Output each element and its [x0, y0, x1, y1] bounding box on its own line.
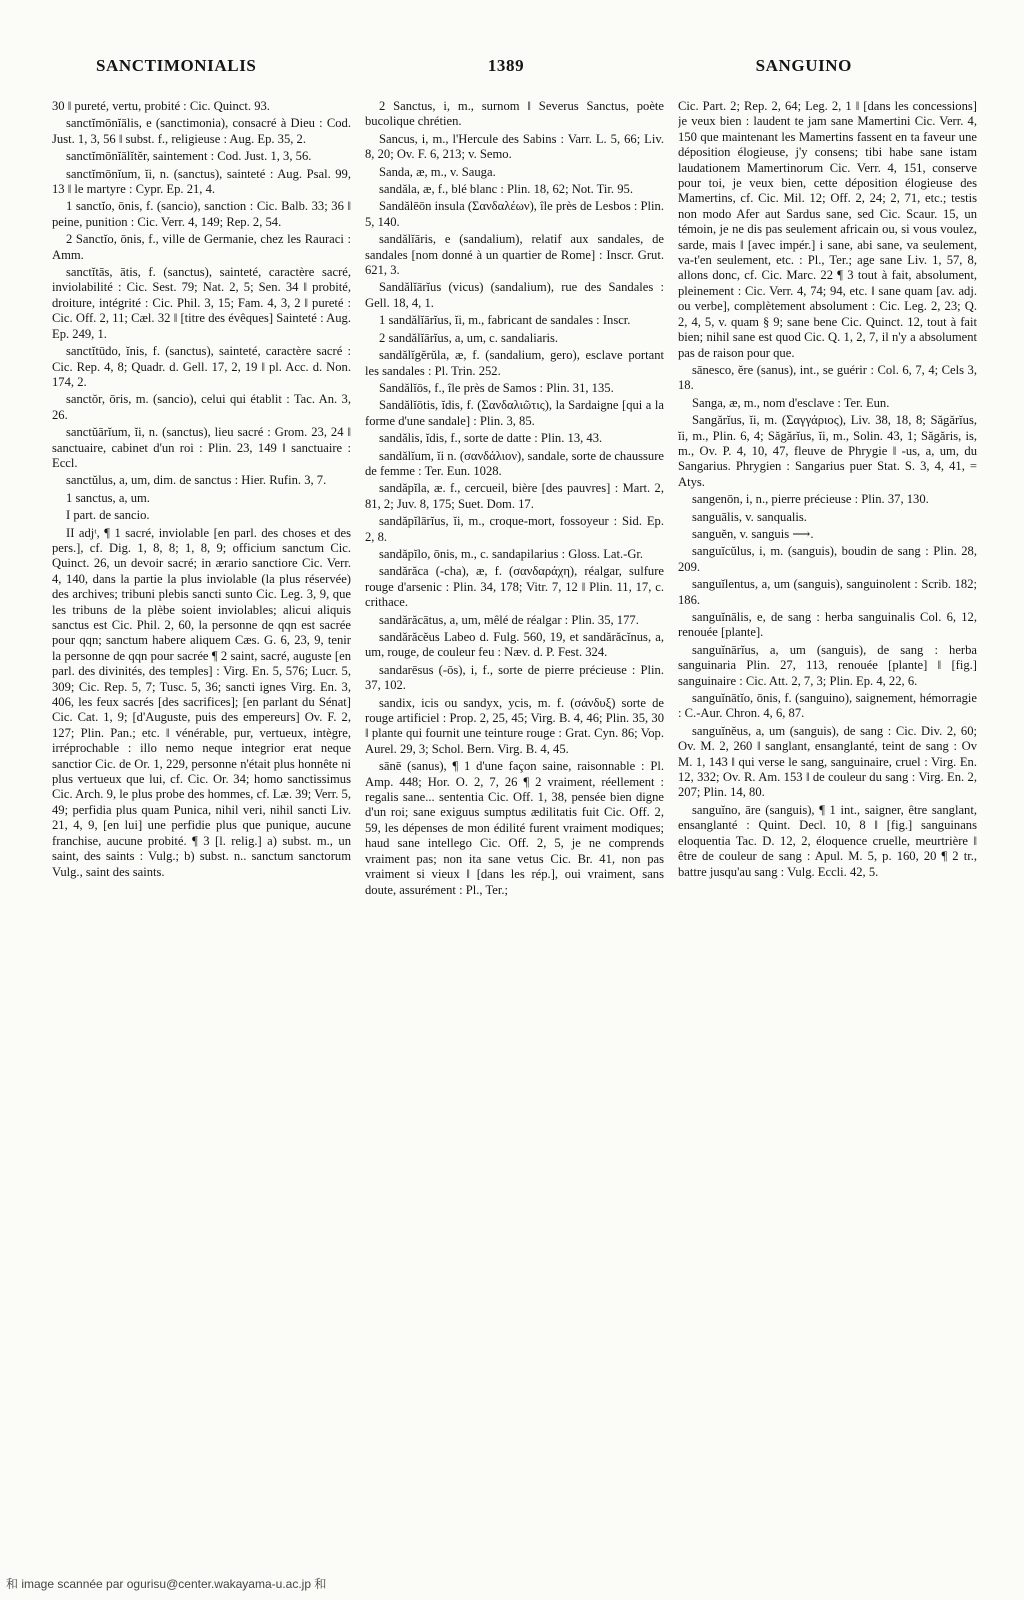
dictionary-entry: sanguĭnārĭus, a, um (sanguis), de sang : herba sanguinaria Plin. 27, 113, renouée [plante] ‖ [fig.] sanguinaire : Cic. Att. 2, 7, 3; Plin. Ep. 4, 22, 6.: [678, 642, 977, 688]
dictionary-entry: Sancus, i, m., l'Hercule des Sabins : Varr. L. 5, 66; Liv. 8, 20; Ov. F. 6, 213; v. Semo.: [365, 131, 664, 162]
dictionary-entry: sanctĭtūdo, ĭnis, f. (sanctus), sainteté, caractère sacré : Cic. Rep. 4, 8; Quadr. d. Gell. 17, 2, 19 ‖ pl. Acc. d. Non. 174, 2.: [52, 344, 351, 389]
dictionary-entry: sanctŏr, ōris, m. (sancio), celui qui établit : Tac. An. 3, 26.: [52, 392, 351, 422]
dictionary-entry: Sandălĭōs, f., île près de Samos : Plin. 31, 135.: [379, 380, 614, 395]
scan-credit: 和 image scannée par ogurisu@center.wakayama-u.ac.jp 和: [6, 1577, 327, 1591]
dictionary-columns: [52, 99, 978, 1539]
dictionary-entry: Sandălĭārĭus (vicus) (sandalium), rue des Sandales : Gell. 18, 4, 1.: [365, 280, 664, 310]
dictionary-entry: sandăla, æ, f., blé blanc : Plin. 18, 62; Not. Tir. 95.: [379, 182, 633, 197]
dictionary-entry: sanguĭnātĭo, ōnis, f. (sanguino), saignement, hémorragie : C.-Aur. Chron. 4, 6, 87.: [678, 691, 977, 721]
dictionary-entry: sangenōn, i, n., pierre précieuse : Plin. 37, 130.: [692, 492, 929, 507]
dictionary-entry: sanguālis, v. sanqualis.: [692, 509, 807, 524]
dictionary-entry: sanguĭno, āre (sanguis), ¶ 1 int., saigner, être sanglant, ensanglanté : Quint. Decl. 10, 8 ‖ [fig.] sanguinans eloquentia Tac. D. 12, 2, éloquence cruelle, meurtrière ‖ être de couleur de sang : Apul. M. 5, p. 160, 20 ¶ 2 tr., battre jusqu'au sang : Vulg. Eccli. 42, 5.: [678, 802, 977, 879]
dictionary-entry: 2 Sanctus, i, m., surnom ‖ Severus Sanctus, poète bucolique chrétien.: [365, 99, 664, 129]
dictionary-entry: sanguĭcŭlus, i, m. (sanguis), boudin de sang : Plin. 28, 209.: [678, 544, 977, 574]
dictionary-entry: sanctĭmōnĭālĭtĕr, saintement : Cod. Just. 1, 3, 56.: [66, 149, 312, 164]
column-3: [678, 99, 977, 1539]
dictionary-entry: sandălis, ĭdis, f., sorte de datte : Plin. 13, 43.: [379, 431, 603, 446]
dictionary-entry: 1 sanctĭo, ōnis, f. (sancio), sanction : Cic. Balb. 33; 36 ‖ peine, punition : Cic. Verr. 4, 149; Rep. 2, 54.: [52, 199, 351, 229]
dictionary-entry: 1 sanctus, a, um.: [66, 490, 150, 505]
dictionary-entry: 30 ‖ pureté, vertu, probité : Cic. Quinct. 93.: [52, 99, 270, 113]
dictionary-entry: sandălĭāris, e (sandalium), relatif aux sandales, de sandales [nom donné à un quartier de Rome] : Inscr. Grut. 621, 3.: [365, 232, 664, 278]
dictionary-entry: sandix, icis ou sandyx, ycis, m. f. (σάνδυξ) sorte de rouge artificiel : Prop. 2, 25, 45; Virg. B. 4, 46; Plin. 35, 30 ‖ plante qui fournit une teinture rouge : Grat. Cyn. 86; Vop. Aurel. 29, 3; Schol. Bern. Virg. B. 4, 45.: [365, 695, 664, 756]
dictionary-entry: sandăpĭlo, ōnis, m., c. sandapilarius : Gloss. Lat.-Gr.: [379, 546, 644, 561]
dictionary-entry: sānesco, ĕre (sanus), int., se guérir : Col. 6, 7, 4; Cels 3, 18.: [678, 362, 977, 393]
running-head-left: SANCTIMONIALIS: [96, 56, 257, 75]
dictionary-entry: sanguĭnālis, e, de sang : herba sanguinalis Col. 6, 12, renouée [plante].: [678, 610, 977, 640]
column-1: [52, 99, 351, 1539]
dictionary-entry: sanguĭlentus, a, um (sanguis), sanguinolent : Scrib. 182; 186.: [678, 577, 977, 607]
dictionary-entry: sanctĭmōnĭālis, e (sanctimonia), consacré à Dieu : Cod. Just. 1, 3, 56 ‖ subst. f., religieuse : Aug. Ep. 35, 2.: [52, 116, 351, 146]
page-number: 1389: [487, 56, 525, 75]
column-2: [365, 99, 664, 1539]
dictionary-entry: Sandălĭōtis, ĭdis, f. (Σανδαλιῶτις), la Sardaigne [qui a la forme d'une sandale] : Plin. 3, 85.: [365, 398, 664, 428]
dictionary-entry: sanctĭmōnĭum, ĭi, n. (sanctus), sainteté : Aug. Psal. 99, 13 ‖ le martyre : Cypr. Ep. 21, 4.: [52, 166, 351, 197]
running-head-right: SANGUINO: [755, 56, 852, 75]
dictionary-entry: Sandălēōn insula (Σανδαλέων), île près de Lesbos : Plin. 5, 140.: [365, 199, 664, 229]
dictionary-entry: sanguĕn, v. sanguis ⟶.: [692, 526, 814, 541]
dictionary-entry: II adjᵗ, ¶ 1 sacré, inviolable [en parl. des choses et des pers.], cf. Dig. 1, 8, 8; 1, 8, 9; officium sanctum Cic. Quinct. 26, un devoir sacré; in ærario sanctiore Cic. Verr. 4, 140, dans la partie la plus inviolable (la plus réservée) des archives; tribuni plebis sancti sunto Cic. Leg. 3, 9, que les tribuns de la plèbe soient inviolables; alicui aliquis sanctus est Cic. Phil. 2, 60, la personne de qqn est sacrée pour qqn; sanctum habere aliquem Cæs. G. 6, 23, 9, tenir la personne de qqn pour sacrée ¶ 2 saint, sacré, auguste [en parl. des divinités, des temples] : Virg. En. 5, 576; Lucr. 5, 309; Cic. Rep. 5, 7; Tusc. 5, 36; sancti ignes Virg. En. 3, 406, les feux sacrés [des sacrifices]; [en parlant du Sénat] Cic. Cat. 1, 9; [d'Auguste, puis des empereurs] Ov. F. 2, 127; Plin. Pan.; etc. ‖ vénérable, pur, vertueux, intègre, irréprochable : illo nemo neque integrior erat neque sanctior Cic. de Or. 1, 229, personne n'était plus honnête ni plus vertueux que lui, cf. Cic. Or. 34; homo sanctissimus Cic. Arch. 9, le plus probe des hommes, cf. Læ. 39; Verr. 5, 49; perfidia plus quam Punica, nihil veri, nihil sancti Liv. 21, 4, 9, [en lui] une perfidie plus que punique, aucune franchise, aucune probité. ¶ 3 [l. relig.] a) subst. m., un saint, des saints : Vulg.; b) subst. n.. sanctum sanctorum Vulg., saint des saints.: [52, 525, 351, 879]
dictionary-entry: sandărăca (-cha), æ, f. (σανδαράχη), réalgar, sulfure rouge d'arsenic : Plin. 34, 178; Vitr. 7, 12 ‖ Plin. 11, 17, c. crithace.: [365, 564, 664, 610]
page-header: [96, 56, 852, 76]
dictionary-entry: Cic. Part. 2; Rep. 2, 64; Leg. 2, 1 ‖ [dans les concessions] je veux bien : laudent te jam sane Mamertini Cic. Verr. 4, 150 que maintenant les Mamertins fassent en ta faveur une déposition élogieuse, j'y consens; tibi habe sane istam laudationem Mamertinorum Cic. Verr. 4, 151, conserve pour toi, je veux bien, cette déposition élogieuse des Mamertins, cf. Cic. Mil. 12; Off. 2, 24; 2, 71, etc.; testis non modo Afer aut Sardus sane, sed Cic. Scaur. 15, un témoin, je ne dis pas seulement africain ou, si vous voulez, sarde, mais ‖ [avec impér.] i sane, abi sane, va seulement, va-t'en seulement, etc. : Pl., Ter.; age sane Liv. 1, 57, 8, allons donc, cf. Cic. Marc. 22 ¶ 3 tout à fait, absolument, pleinement : Cic. Verr. 4, 74; 94, etc. ‖ sane quam [av. adj. ou verbe], complètement absolument : Cic. Leg. 2, 23; Q. 2, 4, 5, v. quam § 9; sane bene Cic. Quinct. 12, tout à fait bien; nihil sane est quod Cic. Q. 1, 2, 7, il n'y a absolument pas de raison pour que.: [678, 99, 977, 360]
dictionary-entry: 1 sandălĭārĭus, ĭi, m., fabricant de sandales : Inscr.: [379, 313, 631, 328]
dictionary-entry: sanguĭnĕus, a, um (sanguis), de sang : Cic. Div. 2, 60; Ov. M. 2, 260 ‖ sanglant, ensanglanté, teint de sang : Ov M. 1, 143 ‖ qui verse le sang, sanguinaire, cruel : Virg. En. 12, 332; Ov. R. Am. 153 ‖ de couleur du sang : Virg. En. 2, 207; Plin. 14, 80.: [678, 723, 977, 800]
dictionary-entry: 2 sandălĭārĭus, a, um, c. sandaliaris.: [379, 330, 559, 345]
dictionary-entry: sandăpĭla, æ. f., cercueil, bière [des pauvres] : Mart. 2, 81, 2; Juv. 8, 175; Suet. Dom. 17.: [365, 481, 664, 511]
dictionary-entry: 2 Sanctĭo, ōnis, f., ville de Germanie, chez les Rauraci : Amm.: [52, 232, 351, 262]
dictionary-entry: Sanda, æ, m., v. Sauga.: [379, 164, 496, 179]
dictionary-entry: sandărăcĕus Labeo d. Fulg. 560, 19, et sandărăcĭnus, a, um, rouge, de couleur feu : Næv. d. P. Fest. 324.: [365, 630, 664, 660]
dictionary-entry: sanctŭārĭum, ĭi, n. (sanctus), lieu sacré : Grom. 23, 24 ‖ sanctuaire, cabinet d'un roi : Plin. 23, 149 ‖ sanctuaire : Eccl.: [52, 425, 351, 470]
dictionary-entry: sanctŭlus, a, um, dim. de sanctus : Hier. Rufin. 3, 7.: [66, 473, 327, 488]
dictionary-entry: sandălĭgĕrŭla, æ, f. (sandalium, gero), esclave portant les sandales : Pl. Trin. 252.: [365, 348, 664, 378]
dictionary-entry: sandarēsus (-ōs), i, f., sorte de pierre précieuse : Plin. 37, 102.: [365, 662, 664, 693]
dictionary-entry: Sanga, æ, m., nom d'esclave : Ter. Eun.: [692, 395, 890, 410]
dictionary-entry: sandărăcātus, a, um, mêlé de réalgar : Plin. 35, 177.: [379, 612, 639, 627]
dictionary-entry: sandălĭum, ĭi n. (σανδάλιον), sandale, sorte de chaussure de femme : Ter. Eun. 1028.: [365, 448, 664, 478]
dictionary-entry: Sangărĭus, ĭi, m. (Σαγγάριος), Liv. 38, 18, 8; Săgărĭus, ĭi, m., Plin. 6, 4; Săgărĭus, ĭi, m., Solin. 43, 1; Săgăris, is, m., Ov. P. 4, 10, 47, fleuve de Phrygie ‖ -us, a, um, du Sangarius. Phrygien : Sangarius puer Stat. S. 3, 4, 41, = Atys.: [678, 413, 977, 489]
dictionary-entry: sānē (sanus), ¶ 1 d'une façon saine, raisonnable : Pl. Amp. 448; Hor. O. 2, 7, 26 ¶ 2 vraiment, réellement : regalis sane... sententia Cic. Off. 1, 38, pensée bien digne d'un roi; sane exiguus sumptus ædilitatis fuit Cic. Off. 2, 59, les dépenses de mon édilité furent vraiment modiques; haud sane intellego Cic. Off. 2, 5, je ne comprends vraiment pas; non ita sane vetus Cic. Br. 41, non pas vraiment si vieux ‖ [dans les rép.], oui vraiment, sans doute, assurément : Pl., Ter.;: [365, 759, 664, 897]
dictionary-entry: sandăpĭlārĭus, ĭi, m., croque-mort, fossoyeur : Sid. Ep. 2, 8.: [365, 514, 664, 544]
dictionary-entry: sanctĭtās, ātis, f. (sanctus), sainteté, caractère sacré, inviolabilité : Cic. Sest. 79; Nat. 2, 5; Sen. 34 ‖ probité, droiture, intégrité : Cic. Phil. 3, 15; Fam. 4, 3, 2 ‖ pureté : Cic. Off. 2, 11; Cæl. 32 ‖ [titre des évêques] Sainteté : Aug. Ep. 249, 1.: [52, 265, 351, 341]
dictionary-entry: I part. de sancio.: [66, 508, 150, 523]
